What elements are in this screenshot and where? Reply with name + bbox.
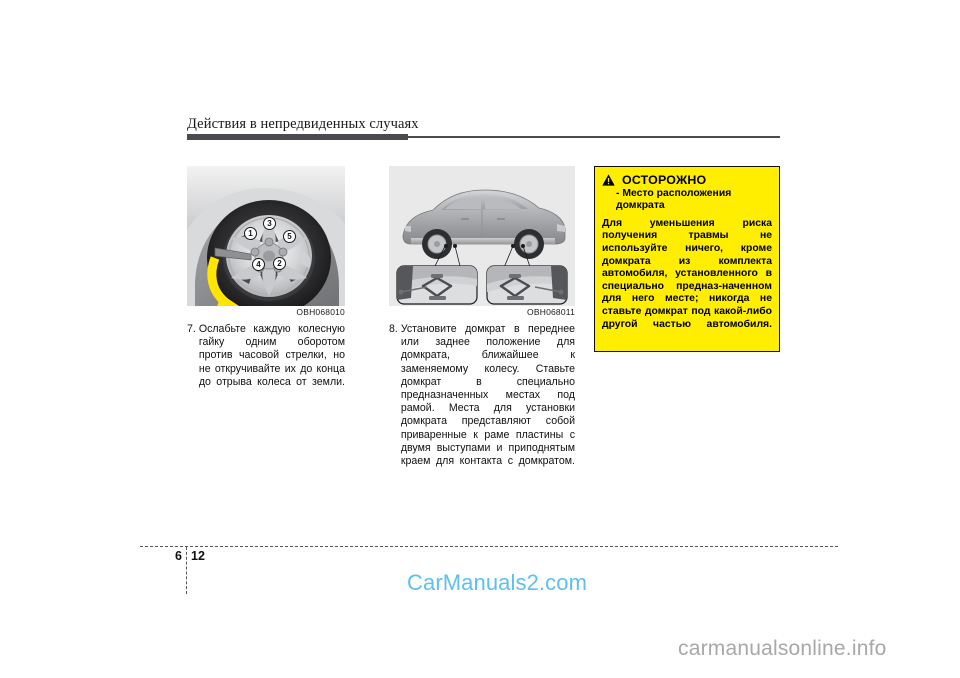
- step-7-number: 7.: [187, 323, 196, 335]
- warning-title: ОСТОРОЖНО: [622, 173, 707, 187]
- footer-chapter-number: 6: [175, 549, 182, 563]
- warning-subtitle: - Место расположения домкрата: [616, 188, 732, 212]
- watermark-carmanuals2: CarManuals2.com: [407, 570, 588, 595]
- footer-divider-vertical: [186, 547, 187, 594]
- callout-5: 5: [283, 230, 296, 243]
- column-middle: [389, 166, 575, 481]
- callout-1: 1: [244, 227, 257, 240]
- page-header: [187, 116, 787, 142]
- step-8-number: 8.: [389, 323, 398, 335]
- column-left: [187, 166, 345, 402]
- wheel-lug-nuts-figure: [187, 166, 345, 306]
- header-rule-thin: [408, 136, 780, 138]
- wheel-figure-caption: OBH068010: [296, 307, 345, 317]
- callout-2: 2: [273, 257, 286, 270]
- callout-3: 3: [263, 217, 276, 230]
- watermark-carmanualsonline: carmanualsonline.info: [678, 637, 887, 660]
- step-7: [187, 323, 345, 402]
- warning-body-text: Для уменьшения риска получения травмы не используйте ничего, кроме домкрата из комплекта автомобиля, установленного в специально предназ-наченном для него месте; никогда не ставьте домкрат под какой-либо другой частью автомобиля.: [602, 217, 772, 330]
- warning-callout-box: [594, 166, 780, 352]
- column-right: [594, 166, 780, 352]
- warning-header: [602, 173, 772, 187]
- footer-page-number: 12: [191, 549, 205, 563]
- callout-4: 4: [252, 258, 265, 271]
- step-8-text: Установите домкрат в переднее или заднее положение для домкрата, ближайшее к заменяемому колесу. Ставьте домкрат в специально предназначенных местах под рамой. Места для установки домкрата представляют собой приваренные к раме пластины с двумя выступами и приподнятым краем для контакта с домкратом.: [400, 323, 575, 468]
- step-7-text: Ослабьте каждую колесную гайку одним оборотом против часовой стрелки, но не откручивайте их до конца до отрыва колеса от земли.: [198, 323, 345, 388]
- page-title: Действия в непредвиденных случаях: [187, 116, 419, 132]
- header-rule-thick: [187, 134, 408, 140]
- footer-divider-horizontal: [140, 546, 838, 547]
- jack-figure-caption: OBH068011: [527, 307, 575, 317]
- step-8: [389, 323, 575, 481]
- warning-triangle-icon: [602, 174, 615, 186]
- jack-positions-figure: [389, 166, 575, 306]
